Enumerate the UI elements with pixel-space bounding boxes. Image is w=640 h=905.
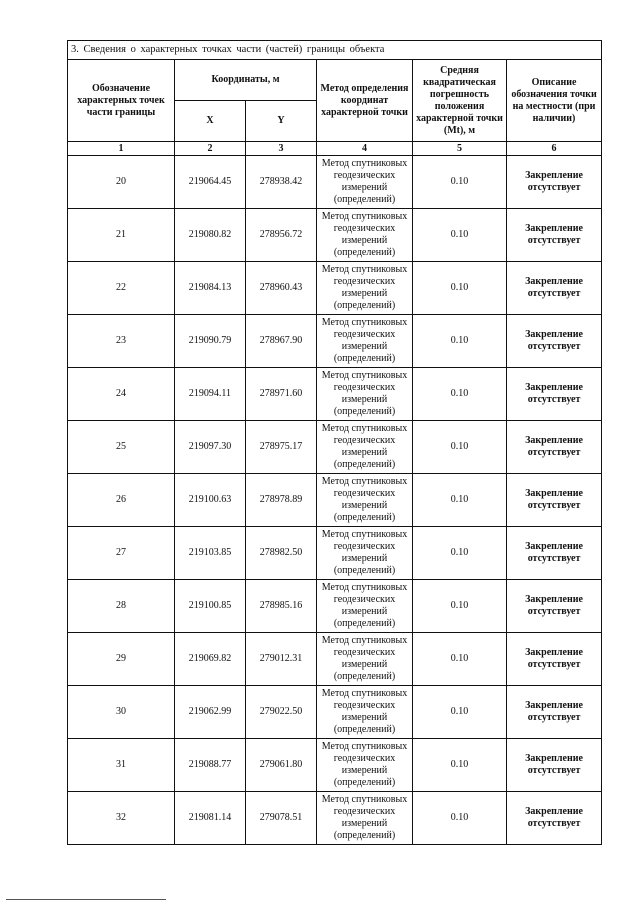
cell-point: 30 xyxy=(68,686,175,739)
cell-point: 26 xyxy=(68,474,175,527)
cell-y: 279022.50 xyxy=(246,686,317,739)
cell-accuracy: 0.10 xyxy=(413,209,507,262)
cell-description: Закрепление отсутствует xyxy=(507,156,602,209)
header-coordinates: Координаты, м xyxy=(175,60,317,101)
table-row xyxy=(68,792,602,845)
header-row-1 xyxy=(68,60,602,101)
table-row xyxy=(68,315,602,368)
cell-description: Закрепление отсутствует xyxy=(507,315,602,368)
column-number: 5 xyxy=(413,142,507,156)
cell-point: 25 xyxy=(68,421,175,474)
cell-point: 31 xyxy=(68,739,175,792)
cell-x: 219097.30 xyxy=(175,421,246,474)
table-row xyxy=(68,633,602,686)
cell-y: 278971.60 xyxy=(246,368,317,421)
boundary-points-table xyxy=(67,40,602,845)
header-point-designation: Обозначение характерных точек части границы xyxy=(68,60,175,142)
cell-x: 219069.82 xyxy=(175,633,246,686)
cell-point: 27 xyxy=(68,527,175,580)
cell-method: Метод спутниковых геодезических измерений (определений) xyxy=(317,739,413,792)
section-title: 3. Сведения о характерных точках части (частей) границы объекта xyxy=(68,41,602,60)
table-row xyxy=(68,739,602,792)
cell-x: 219084.13 xyxy=(175,262,246,315)
cell-y: 278975.17 xyxy=(246,421,317,474)
cell-method: Метод спутниковых геодезических измерений (определений) xyxy=(317,209,413,262)
column-number: 2 xyxy=(175,142,246,156)
cell-y: 279078.51 xyxy=(246,792,317,845)
cell-accuracy: 0.10 xyxy=(413,739,507,792)
header-method: Метод определения координат характерной точки xyxy=(317,60,413,142)
cell-description: Закрепление отсутствует xyxy=(507,792,602,845)
cell-description: Закрепление отсутствует xyxy=(507,739,602,792)
cell-method: Метод спутниковых геодезических измерений (определений) xyxy=(317,580,413,633)
cell-y: 278967.90 xyxy=(246,315,317,368)
cell-method: Метод спутниковых геодезических измерений (определений) xyxy=(317,792,413,845)
table-row xyxy=(68,156,602,209)
cell-y: 278956.72 xyxy=(246,209,317,262)
cell-description: Закрепление отсутствует xyxy=(507,421,602,474)
cell-y: 279061.80 xyxy=(246,739,317,792)
cell-y: 278985.16 xyxy=(246,580,317,633)
cell-method: Метод спутниковых геодезических измерений (определений) xyxy=(317,315,413,368)
section-title-row xyxy=(68,41,602,60)
cell-description: Закрепление отсутствует xyxy=(507,686,602,739)
cell-method: Метод спутниковых геодезических измерений (определений) xyxy=(317,262,413,315)
header-description: Описание обозначения точки на местности (при наличии) xyxy=(507,60,602,142)
cell-x: 219090.79 xyxy=(175,315,246,368)
cell-description: Закрепление отсутствует xyxy=(507,633,602,686)
cell-point: 24 xyxy=(68,368,175,421)
cell-accuracy: 0.10 xyxy=(413,527,507,580)
cell-x: 219062.99 xyxy=(175,686,246,739)
cell-x: 219064.45 xyxy=(175,156,246,209)
cell-method: Метод спутниковых геодезических измерений (определений) xyxy=(317,686,413,739)
column-number: 4 xyxy=(317,142,413,156)
cell-y: 278938.42 xyxy=(246,156,317,209)
cell-point: 29 xyxy=(68,633,175,686)
table-row xyxy=(68,368,602,421)
cell-method: Метод спутниковых геодезических измерений (определений) xyxy=(317,474,413,527)
cell-description: Закрепление отсутствует xyxy=(507,527,602,580)
cell-point: 28 xyxy=(68,580,175,633)
table-row xyxy=(68,527,602,580)
cell-x: 219103.85 xyxy=(175,527,246,580)
table-row xyxy=(68,580,602,633)
column-number: 1 xyxy=(68,142,175,156)
cell-y: 278982.50 xyxy=(246,527,317,580)
table-row xyxy=(68,686,602,739)
header-y: Y xyxy=(246,101,317,142)
cell-accuracy: 0.10 xyxy=(413,580,507,633)
header-accuracy: Средняя квадратическая погрешность положения характерной точки (Mt), м xyxy=(413,60,507,142)
cell-x: 219100.63 xyxy=(175,474,246,527)
footer-rule xyxy=(6,899,166,900)
cell-x: 219080.82 xyxy=(175,209,246,262)
cell-description: Закрепление отсутствует xyxy=(507,474,602,527)
table-row xyxy=(68,209,602,262)
cell-point: 20 xyxy=(68,156,175,209)
cell-point: 22 xyxy=(68,262,175,315)
cell-description: Закрепление отсутствует xyxy=(507,209,602,262)
cell-description: Закрепление отсутствует xyxy=(507,262,602,315)
table-row xyxy=(68,262,602,315)
document-sheet xyxy=(67,40,601,845)
cell-y: 278978.89 xyxy=(246,474,317,527)
cell-accuracy: 0.10 xyxy=(413,156,507,209)
cell-x: 219088.77 xyxy=(175,739,246,792)
cell-accuracy: 0.10 xyxy=(413,633,507,686)
cell-x: 219081.14 xyxy=(175,792,246,845)
cell-point: 21 xyxy=(68,209,175,262)
cell-accuracy: 0.10 xyxy=(413,262,507,315)
cell-method: Метод спутниковых геодезических измерений (определений) xyxy=(317,368,413,421)
cell-method: Метод спутниковых геодезических измерений (определений) xyxy=(317,156,413,209)
cell-accuracy: 0.10 xyxy=(413,315,507,368)
column-number: 6 xyxy=(507,142,602,156)
cell-accuracy: 0.10 xyxy=(413,792,507,845)
cell-description: Закрепление отсутствует xyxy=(507,368,602,421)
cell-point: 32 xyxy=(68,792,175,845)
cell-method: Метод спутниковых геодезических измерений (определений) xyxy=(317,633,413,686)
cell-x: 219100.85 xyxy=(175,580,246,633)
table-row xyxy=(68,474,602,527)
cell-method: Метод спутниковых геодезических измерений (определений) xyxy=(317,527,413,580)
cell-accuracy: 0.10 xyxy=(413,686,507,739)
header-x: X xyxy=(175,101,246,142)
cell-x: 219094.11 xyxy=(175,368,246,421)
cell-description: Закрепление отсутствует xyxy=(507,580,602,633)
column-number: 3 xyxy=(246,142,317,156)
cell-accuracy: 0.10 xyxy=(413,474,507,527)
cell-point: 23 xyxy=(68,315,175,368)
column-number-row xyxy=(68,142,602,156)
cell-y: 279012.31 xyxy=(246,633,317,686)
cell-accuracy: 0.10 xyxy=(413,421,507,474)
cell-method: Метод спутниковых геодезических измерений (определений) xyxy=(317,421,413,474)
table-row xyxy=(68,421,602,474)
cell-accuracy: 0.10 xyxy=(413,368,507,421)
cell-y: 278960.43 xyxy=(246,262,317,315)
